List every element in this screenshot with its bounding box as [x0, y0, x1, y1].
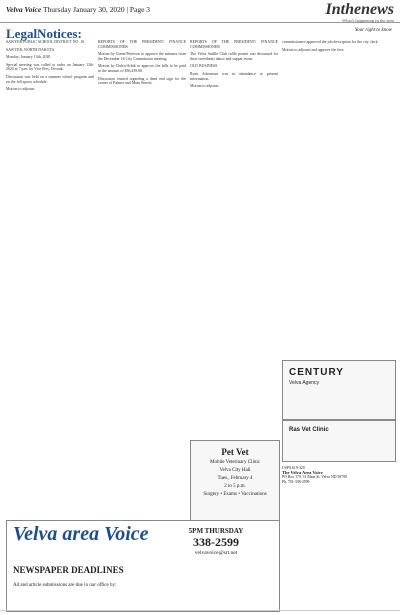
section-name: Inthenews [325, 1, 394, 18]
text-1: commissioners approved the job description for the city clerk. [282, 40, 379, 44]
usps-id: USPS 619-320 [282, 466, 305, 470]
paper-name: Velva Voice [6, 5, 42, 14]
rasvet-ad[interactable] [282, 420, 396, 462]
text-5: Discussion was held on a summer school program and on the fall sports schedule. [6, 74, 94, 84]
text-2: The Velva Saddle Club raffle permit was discussed for their sweetheart dance and supper event. [190, 52, 278, 61]
vv-sub: NEWSPAPER DEADLINES [13, 565, 124, 575]
pet-vet-time: 2 to 5 p.m. [224, 484, 246, 489]
text-3: OLD BUSINESS [190, 64, 218, 69]
text-4: Special meeting was called to order on January 13th, 2020 at 7 p.m. by Vice Pres. Dvorak. [6, 62, 94, 72]
pet-vet-date: Tues., February 4 [217, 476, 253, 481]
century-logo: CENTURY [289, 367, 344, 378]
text-3: Motion by Dalvo/Arbik to approve the bills to be paid in the amount of $36,439.60. [98, 64, 186, 73]
pub-phone: Ph. 701-338-2599 [282, 479, 310, 484]
legal-notices-title: LegalNotices: [6, 26, 82, 41]
text-6: Motion to adjourn. [6, 87, 36, 92]
text-4: Discussion ensued regarding a dead end sign for the corner of Palmer and Main Streets. [98, 76, 186, 86]
text-4: Ryan Ackerman was in attendance to present information. [190, 71, 278, 81]
text-2: Motion to adjourn and approve the fees. [282, 47, 345, 52]
vv-phone: 338-2599 [193, 535, 239, 549]
text-5: Motion to adjourn. [190, 84, 220, 89]
vv-deadline: 5PM THURSDAY [188, 527, 244, 535]
vv-contact [157, 527, 275, 556]
vv-title: Velva area Voice [13, 523, 149, 545]
text-2: SAWYER, NORTH DAKOTA [6, 47, 55, 52]
pet-vet-notes: Surgery • Exams • Vaccinations [203, 492, 267, 497]
pet-vet-title: Pet Vet [221, 447, 249, 457]
vv-email: velvavoice@srt.net [194, 550, 238, 556]
masthead-paper-date [6, 5, 150, 14]
pub-address: PO Box 179, 51 Main St. Velva ND 58790 [282, 475, 347, 479]
masthead [0, 0, 400, 23]
page-footer [0, 610, 400, 615]
right-to-know-label: Your right to know [354, 28, 392, 33]
legal-column-2 [98, 40, 186, 89]
pet-vet-sub: Mobile Veterinary Clinic [210, 460, 260, 465]
century-ad[interactable] [282, 360, 396, 420]
legal-column-1 [6, 40, 94, 95]
text-3: Monday, January 13th, 2020 [6, 55, 51, 60]
section-tagline: What's happening in the area [341, 18, 394, 23]
text-1: REPORTS OF THE PRESIDENT/ FINANCE COMMISSIONER [190, 40, 278, 49]
text-1: REPORTS OF THE PRESIDENT/ FINANCE COMMISSIONER [98, 40, 186, 49]
century-sub: Velva Agency [289, 380, 320, 386]
section-header [326, 2, 394, 23]
pet-vet-place: Velva City Hall [219, 468, 251, 473]
date-line: Thursday January 30, 2020 | Page 3 [42, 5, 151, 14]
text-2: Motion by Green/Peterson to approve the minutes from the December 16 City Commission meeting. [98, 52, 186, 61]
rasvet-heading: Ras Vet Clinic [289, 427, 329, 433]
velva-voice-deadlines-ad[interactable] [6, 520, 280, 612]
publication-info [282, 466, 394, 484]
legal-column-4 [282, 40, 394, 55]
vv-note: Ad and article submissions are due in our office by: [13, 583, 117, 588]
pub-name: The Velva Area Voice [282, 469, 323, 475]
text-1: SAWYER PUBLIC SCHOOL DISTRICT NO. 16 [6, 40, 85, 44]
legal-column-3 [190, 40, 278, 92]
